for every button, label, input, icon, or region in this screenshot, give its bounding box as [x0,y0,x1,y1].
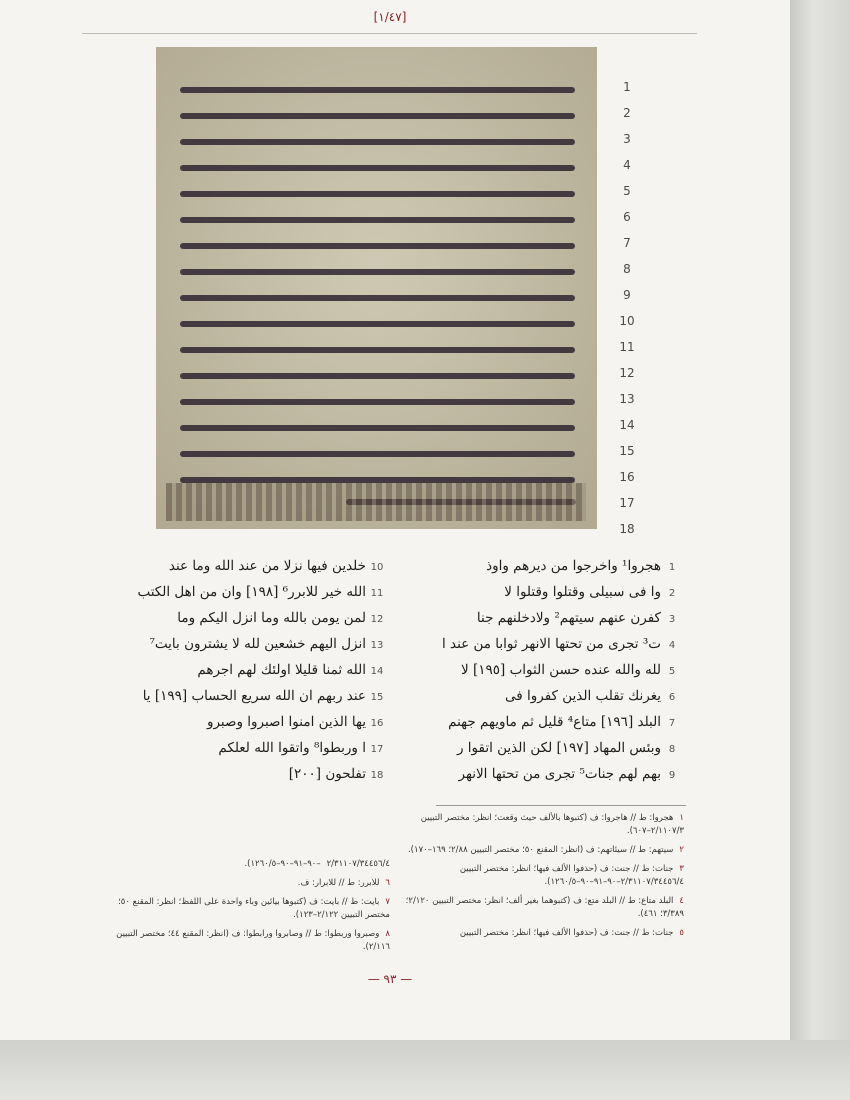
line-number: 8 [623,262,631,276]
manuscript-script-line [180,269,575,275]
footnote-number: ٦ [385,878,390,888]
transcription-line-text: كفرن عنهم سيتهم² ولادخلنهم جنا [476,610,661,626]
line-number: 18 [619,522,635,536]
transcription-line-text: لله والله عنده حسن الثواب [١٩٥] لا [461,662,661,678]
footnote-number: ٨ [385,929,390,939]
transcription-line-number: 13 [370,640,384,651]
footnote-text: جنات: ط // جنت: ف (حذفوا الألف فيها؛ انظر: مختصر التبيين [459,928,674,938]
footnote-number: ٤ [679,896,684,906]
manuscript-script-line [180,295,575,301]
line-number: 3 [623,132,631,146]
transcription-line [433,709,683,735]
manuscript-facsimile [156,47,597,529]
transcription-line-number: 17 [370,744,384,755]
transcription-line [433,605,683,631]
transcription-line-number: 16 [370,718,384,729]
transcription-line-text: يغرنك تقلب الذين كفروا فى [505,688,661,704]
line-number: 14 [619,418,635,432]
transcription-line-text: بهم لهم جنات⁵ تجرى من تحتها الانهر [458,766,661,782]
footnote-number: ٣ [679,864,684,874]
footnotes-left [102,858,390,960]
footnote [404,927,684,940]
transcription-line [433,553,683,579]
transcription-line-text: ت³ تجرى من تحتها الانهر ثوابا من عند ا [441,636,661,652]
line-number: 6 [623,210,631,224]
transcription-line-text: انزل اليهم خشعين لله لا يشترون بايت⁷ [149,636,366,652]
manuscript-script-line [180,113,575,119]
transcription-line [433,657,683,683]
transcription-line-text: البلد [١٩٦] متاع⁴ قليل ثم ماويهم جهنم [448,714,661,730]
manuscript-script-line [180,165,575,171]
footnote-text: بايت: ط // بايت: ف (كتبوها بيائين وباء واحدة على اللفظ؛ انظر: المقنع ٥٠؛ مختصر التبيين ٢/١٢٢–١٢٣). [118,897,390,920]
line-number: 10 [619,314,635,328]
footnote-number: ٧ [385,897,390,907]
footnote-number: ١ [679,813,684,823]
bottom-edge-shadow [0,1040,850,1100]
transcription-line-number: 3 [668,614,676,625]
transcription-line-number: 2 [668,588,676,599]
transcription-line [120,683,388,709]
manuscript-script-line [180,321,575,327]
footnote-text: جنات: ط // جنت: ف (حذفوا الألف فيها؛ انظر: مختصر التبيين ٢/٣١١٠٧/٣٤٤٥٦/٤–٩٠–٩١–٩٠–١٢٦٠/٥). [459,864,684,887]
line-number: 9 [623,288,631,302]
transcription-line-text: وبئس المهاد [١٩٧] لكن الذين اتقوا ر [456,740,661,756]
manuscript-script-line [180,451,575,457]
transcription-line [433,761,683,787]
page-reference: [١/٤٧] [373,10,407,24]
footnote-text: سيتهم: ط // سيئاتهم: ف (انظر: المقنع ٥٠؛ مختصر التبيين ٢/٨٨؛ ١٦٩–١٧٠). [407,845,674,855]
transcription-line [120,657,388,683]
transcription-line [120,735,388,761]
footnote-text: للابرر: ط // للابرار: ف. [297,878,380,888]
transcription-line-text: خلدين فيها نزلا من عند الله وما عند [168,558,366,574]
transcription-line-number: 9 [668,770,676,781]
footnote-rule [436,805,686,806]
transcription-line [433,631,683,657]
transcription-line [120,553,388,579]
manuscript-script-line [180,139,575,145]
line-number: 11 [619,340,635,354]
footnote [102,877,390,890]
page-edge-shadow [790,0,850,1100]
transcription-line-text: لمن يومن بالله وما انزل اليكم وما [177,610,366,626]
footnote-text: البلد متاع: ط // البلد متع: ف (كتبوهما بغير ألف؛ انظر: مختصر التبيين ٢/١٢٠؛ ٣/٣٨٩؛ ٤٦١). [405,896,684,919]
transcription-line-text: ا وربطوا⁸ واتقوا الله لعلكم [218,740,366,756]
footnote-text: وصبروا وربطوا: ط // وصابروا ورابطوا: ف (انظر: المقنع ٤٤؛ مختصر التبيين ٢/١١٦). [116,929,390,952]
transcription-line-text: وا فى سبيلى وقتلوا وقتلوا لا [504,584,661,600]
transcription-line-text: الله ثمنا قليلا اولئك لهم اجرهم [197,662,366,678]
transcription-line-number: 6 [668,692,676,703]
manuscript-damaged-edge [166,483,586,521]
header-rule [82,33,697,34]
line-number: 13 [619,392,635,406]
footnote [404,844,684,857]
manuscript-script-line [180,191,575,197]
line-number: 7 [623,236,631,250]
line-number: 12 [619,366,635,380]
transcription-line [120,605,388,631]
transcription-line-number: 15 [370,692,384,703]
transcription-line-number: 1 [668,562,676,573]
line-number: 1 [623,80,631,94]
manuscript-script-line [180,347,575,353]
transcription-line-number: 11 [370,588,384,599]
transcription-line-text: تفلحون [٢٠٠] [288,766,366,782]
manuscript-script-line [180,87,575,93]
transcription-line-number: 14 [370,666,384,677]
footnotes-right [404,812,684,946]
transcription-line-number: 4 [668,640,676,651]
footnote [102,896,390,922]
footnote [404,863,684,889]
manuscript-script-line [180,243,575,249]
line-number: 4 [623,158,631,172]
transcription-line [433,735,683,761]
transcription-line-number: 10 [370,562,384,573]
transcription-line [433,683,683,709]
transcription-line [120,761,388,787]
footnote-number: ٥ [679,928,684,938]
footnote [404,812,684,838]
manuscript-script-line [180,425,575,431]
transcription-line-number: 18 [370,770,384,781]
transcription-line [433,579,683,605]
line-number: 5 [623,184,631,198]
footnote [102,858,390,871]
transcription-line-text: هجروا¹ واخرجوا من ديرهم واوذ [486,558,661,574]
transcription-line-number: 5 [668,666,676,677]
manuscript-script-line [180,217,575,223]
transcription-line-text: عند ربهم ان الله سريع الحساب [١٩٩] يا [142,688,366,704]
footnote-number: ٢ [679,845,684,855]
line-number: 2 [623,106,631,120]
transcription-line [120,709,388,735]
line-number: 15 [619,444,635,458]
manuscript-script-line [180,373,575,379]
line-number: 17 [619,496,635,510]
transcription-line-number: 12 [370,614,384,625]
page-number: — ٩٣ — [367,972,413,986]
footnote [404,895,684,921]
transcription-line-number: 8 [668,744,676,755]
line-number: 16 [619,470,635,484]
transcription-line [120,579,388,605]
footnote [102,928,390,954]
transcription-line-text: يها الذين امنوا اصبروا وصبرو [206,714,366,730]
transcription-line-text: الله خير للابرر⁶ [١٩٨] وان من اهل الكتب [137,584,366,600]
footnote-text: هجروا: ط // هاجروا: ف (كتبوها بالألف حيث وقعت؛ انظر: مختصر التبيين ٢/١١٠٧/٣–٦٠٧). [420,813,684,836]
transcription-line-number: 7 [668,718,676,729]
manuscript-script-line [180,399,575,405]
transcription-line [120,631,388,657]
footnote-text: ٢/٣١١٠٧/٣٤٤٥٦/٤–٩٠–٩١–٩٠–١٢٦٠/٥). [244,859,390,869]
